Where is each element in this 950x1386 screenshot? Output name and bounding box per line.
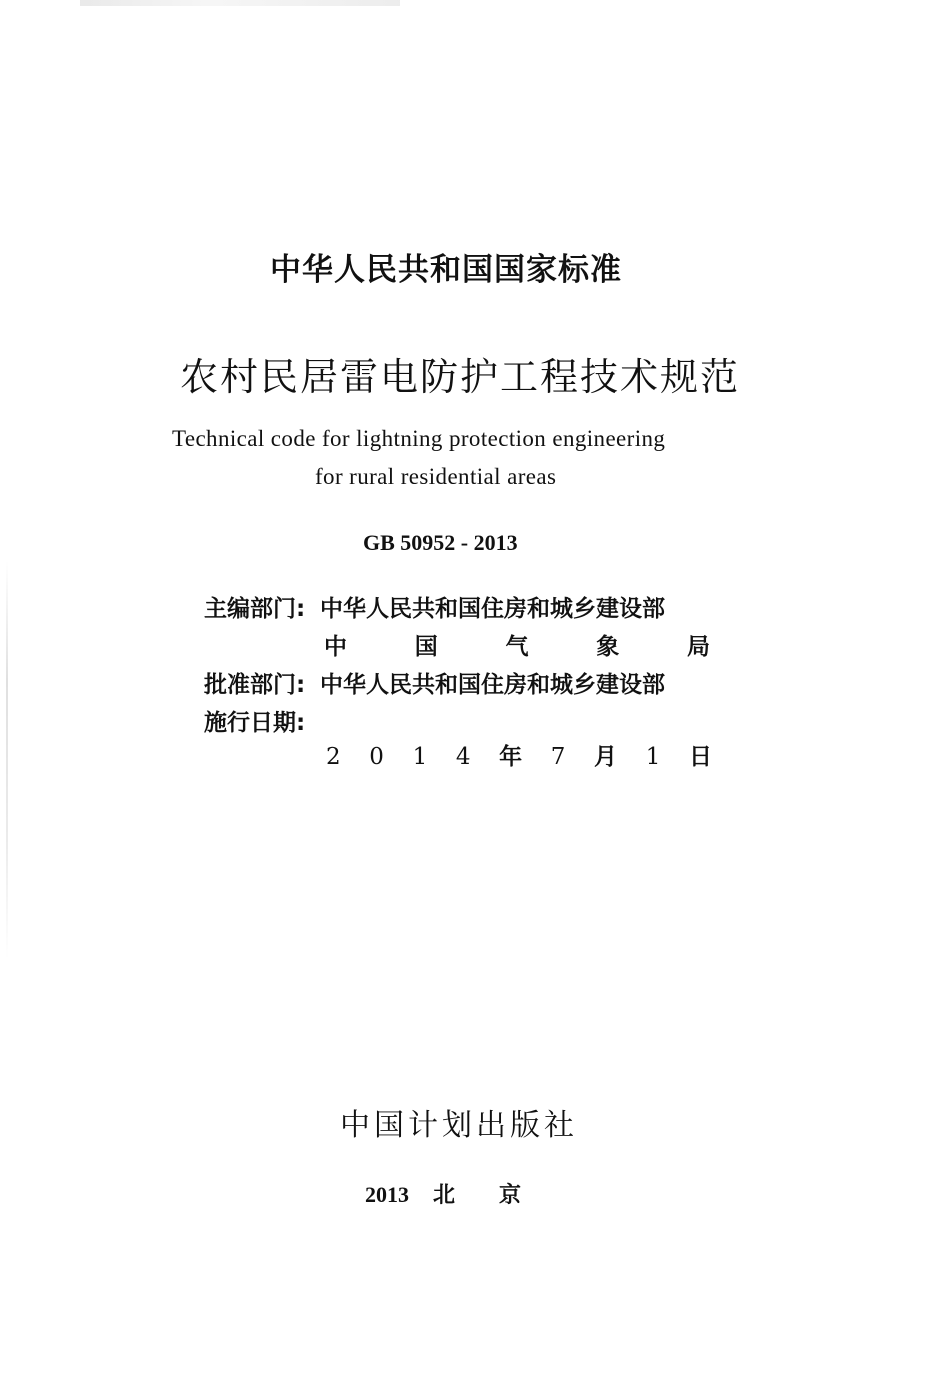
chief-editor-dept-2 (324, 630, 710, 664)
department-info (204, 592, 724, 770)
chief-editor-dept-2-char: 气 (505, 634, 529, 660)
effective-date-char: 4 (455, 744, 471, 770)
document-title-english-line-2: for rural residential areas (315, 464, 557, 489)
effective-date-char: 1 (412, 744, 428, 770)
effective-date-char: 7 (550, 744, 566, 770)
imprint (365, 1178, 565, 1209)
scan-artifact-left (6, 560, 8, 960)
document-title-english-line-1: Technical code for lightning protection engineering (172, 426, 666, 451)
chief-editor-dept-2-char: 中 (324, 634, 347, 660)
effective-date-char: 日 (688, 744, 712, 770)
chief-editor-dept-2-char: 局 (687, 634, 710, 660)
chief-editor-dept-2-char: 象 (596, 634, 620, 660)
effective-date-char: 1 (645, 744, 661, 770)
chief-editor-label: 主编部门: (204, 596, 306, 622)
approval-label: 批准部门: (204, 672, 306, 698)
effective-date-value (326, 740, 712, 774)
national-standard-heading: 中华人民共和国国家标准 (270, 252, 622, 288)
effective-date-char: 0 (369, 744, 384, 770)
imprint-year: 2013 (365, 1182, 409, 1207)
approval-dept: 中华人民共和国住房和城乡建设部 (320, 672, 665, 698)
imprint-city: 北京 (433, 1183, 566, 1208)
effective-date-label: 施行日期: (204, 710, 306, 736)
scan-artifact-top (80, 0, 400, 6)
standard-code: GB 50952 - 2013 (363, 530, 518, 555)
approval-row (204, 668, 724, 706)
effective-date-row (204, 706, 724, 770)
chief-editor-row (204, 592, 724, 630)
effective-date-char: 2 (326, 744, 341, 770)
document-title-chinese: 农村民居雷电防护工程技术规范 (180, 355, 741, 399)
effective-date-char: 年 (499, 744, 523, 770)
chief-editor-row-2 (204, 630, 724, 668)
chief-editor-dept-2-char: 国 (414, 634, 438, 660)
publisher-name: 中国计划出版社 (340, 1108, 578, 1143)
effective-date-char: 月 (594, 744, 618, 770)
chief-editor-dept-1: 中华人民共和国住房和城乡建设部 (320, 596, 665, 622)
